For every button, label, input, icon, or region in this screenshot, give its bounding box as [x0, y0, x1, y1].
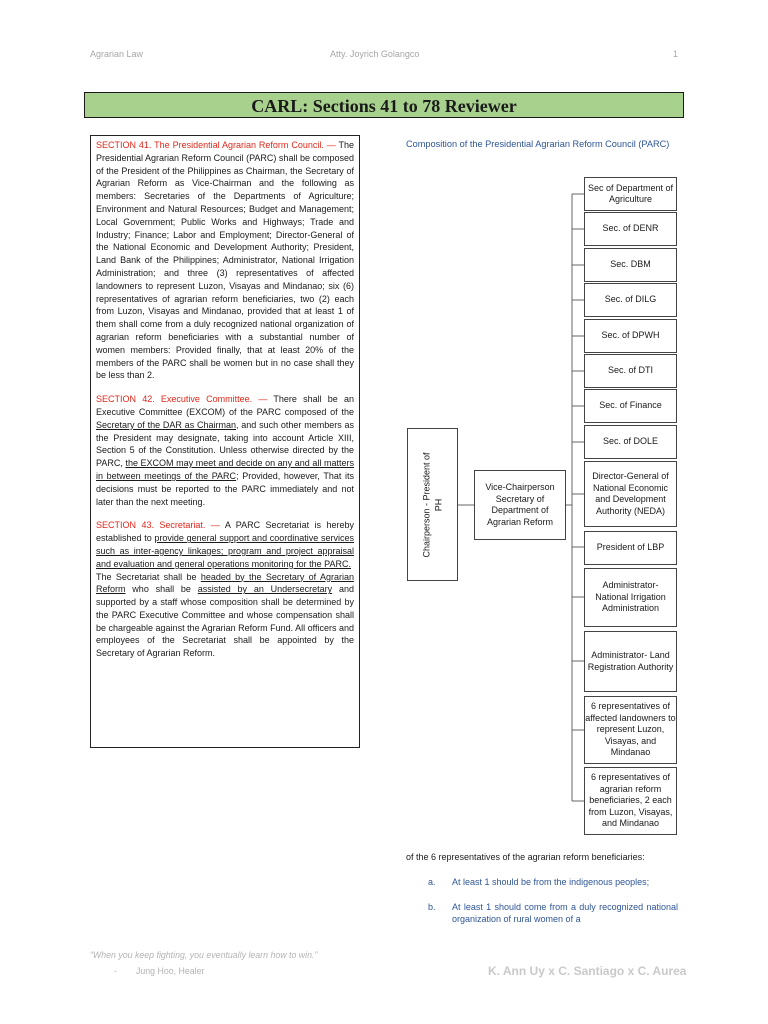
notes-item-b-text: At least 1 should come from a duly recognized national organization of rural women of a [452, 902, 678, 924]
section-41-heading: SECTION 41. The Presidential Agrarian Reform Council. [96, 140, 324, 150]
section-43-text-a: A PARC Secretariat is hereby established to [96, 520, 354, 544]
section-43-text-b: The Secretariat shall be [96, 571, 201, 582]
section-42-heading: SECTION 42. Executive Committee. [96, 394, 253, 405]
page-title: CARL: Sections 41 to 78 Reviewer [84, 92, 684, 118]
chairperson-box [407, 428, 458, 581]
header-subject: Agrarian Law [90, 49, 144, 59]
section-42 [96, 393, 354, 508]
notes-block [406, 851, 678, 863]
footer-quote: “When you keep fighting, you eventually learn how to win.” [90, 950, 318, 960]
section-43-underline-3: assisted by an Undersecretary [197, 584, 333, 595]
member-box: Sec. DBM [584, 248, 677, 282]
section-43-dash: — [205, 520, 225, 531]
section-42-text-c: ; Provided, however, That its decisions must be reported to the PARC immediately and not later than the next meeting. [96, 470, 354, 507]
header-professor: Atty. Joyrich Golangco [330, 49, 420, 59]
member-box: Sec. of DENR [584, 212, 677, 246]
member-box: Sec. of DTI [584, 354, 677, 388]
member-box: 6 representatives of agrarian reform beneficiaries, 2 each from Luzon, Visayas, and Mindanao [584, 767, 677, 835]
section-43-underline-2: headed by the Secretary of Agrarian Reform [96, 571, 355, 595]
section-41-dash: — [323, 140, 339, 150]
member-box: President of LBP [584, 531, 677, 565]
section-43-heading: SECTION 43. Secretariat. [96, 520, 206, 531]
section-42-text-a: There shall be an Executive Committee (EXCOM) of the PARC composed of the [96, 394, 355, 417]
member-box: Administrator- Land Registration Authority [584, 631, 677, 692]
sections-box [90, 135, 360, 748]
section-43 [96, 519, 354, 660]
section-42-text-b: , and such other members as the President may designate, taking into account Article XIII, Section 5 of the Constitution. Unless otherwise directed by the PARC, [96, 419, 354, 469]
member-box: Administrator- National Irrigation Administration [584, 568, 677, 627]
member-box: Sec. of DILG [584, 283, 677, 317]
chairperson-label: Chairperson - President of PH [421, 451, 443, 558]
footer-authors: K. Ann Uy x C. Santiago x C. Aurea [488, 964, 687, 978]
notes-item-a-text: At least 1 should be from the indigenous peoples; [452, 877, 650, 887]
member-box: Sec. of DOLE [584, 425, 677, 459]
member-box: Sec. of DPWH [584, 319, 677, 353]
member-box: Sec of Department of Agriculture [584, 177, 677, 211]
notes-item-a-marker: a. [428, 877, 436, 887]
section-42-underline-1: Secretary of the DAR as Chairman [96, 419, 236, 430]
section-43-text-c: who shall be [125, 584, 198, 595]
section-43-underline-1: provide general support and coordinative services such as inter-agency linkages; program and project appraisal and evaluation and general operations monitoring for the PARC. [96, 533, 354, 569]
notes-intro: of the 6 representatives of the agrarian reform beneficiaries: [406, 852, 645, 862]
vice-chairperson-box: Vice-Chairperson Secretary of Department of Agrarian Reform [474, 470, 566, 540]
diagram-title: Composition of the Presidential Agrarian Reform Council (PARC) [406, 139, 670, 149]
section-43-text-d: and supported by a staff whose composition shall be determined by the PARC Executive Committee and whose compensation shall be chargeable against the Agrarian Reform Fund. All officers and employees of the Secretariat shall be appointed by the Secretary of Agrarian Reform. [96, 584, 354, 659]
section-42-dash: — [252, 394, 274, 405]
notes-item-b-marker: b. [428, 902, 436, 912]
footer-attribution: Jung Hoo, Healer [136, 966, 205, 976]
section-42-underline-2: the EXCOM may meet and decide on any and all matters in between meetings of the PARC [96, 458, 354, 481]
member-box: Director-General of National Economic and Development Authority (NEDA) [584, 461, 677, 527]
footer-attribution-dash: - [114, 966, 117, 976]
section-41-body: The Presidential Agrarian Reform Council (PARC) shall be composed of the President of the Philippines as Chairman, the Secretary of Agrarian Reform as Vice-Chairman and the following as members: Secretaries of the Departments of Agriculture; Environment and Natural Resources; Budget and Management; Local Government; Public Works and Highways; Trade and Industry; Finance; Labor and Employment; Director-General of the National Economic and Development Authority; President, Land Bank of the Philippines; Administrator, National Irrigation Administration; and three (3) representatives of affected landowners to represent Luzon, Visayas and Mindanao; six (6) representatives of agrarian reform beneficiaries, two (2) each from Luzon, Visayas and Mindanao, provided that at least 1 of them shall come from a duly recognized national organization of agrarian reform beneficiaries with a substantial number of women members: Provided finally, that at least 20% of the members of the PARC shall be women but in no case shall they be less than 2. [96, 140, 354, 381]
section-41 [96, 139, 354, 382]
header-page-number: 1 [673, 49, 679, 59]
member-box: Sec. of Finance [584, 389, 677, 423]
member-box: 6 representatives of affected landowners to represent Luzon, Visayas, and Mindanao [584, 696, 677, 764]
